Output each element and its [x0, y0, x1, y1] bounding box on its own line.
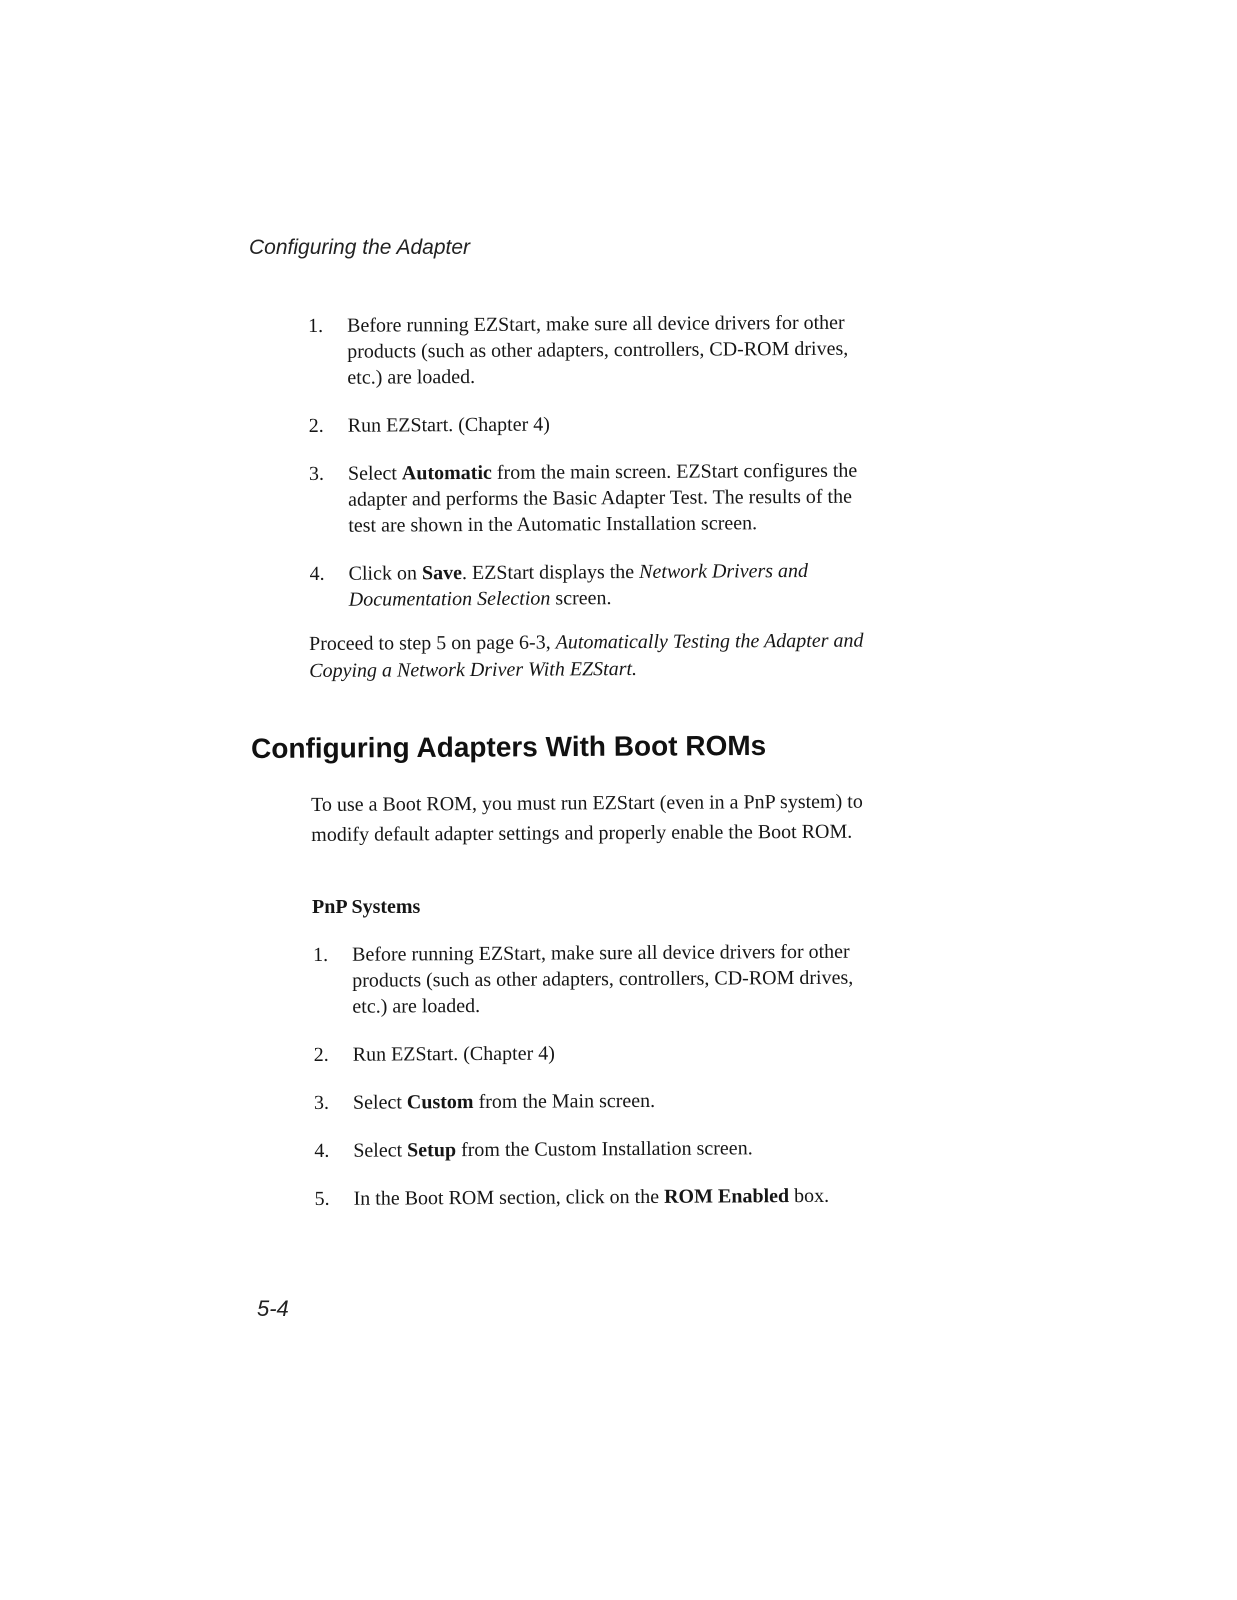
running-head: Configuring the Adapter [249, 236, 471, 259]
step-number: 1. [313, 943, 329, 966]
step-number: 2. [313, 1043, 329, 1066]
list-item [310, 558, 870, 613]
step-number: 3. [313, 1091, 330, 1114]
step-text: Run EZStart. (Chapter 4) [347, 413, 550, 437]
list-item [314, 1135, 874, 1164]
list-item [309, 410, 869, 439]
step-text: from the Main screen. [473, 1089, 656, 1114]
step-text: In the Boot ROM section, click on the [353, 1185, 665, 1210]
proceed-paragraph [309, 628, 869, 685]
step-text: Select [347, 462, 402, 485]
intro-paragraph: To use a Boot ROM, you must run EZStart (even in a PnP system) to modify default adapter settings and properly enable the Boot ROM. [311, 790, 863, 846]
auto-install-steps [308, 310, 870, 635]
step-number: 2. [308, 414, 324, 437]
step-text: from the main screen. EZStart configures the adapter and performs the Basic Adapter Test. The results of the test are shown in the Automatic Installation screen. [348, 459, 858, 537]
step-emphasis: Custom [406, 1091, 474, 1114]
section-heading: Configuring Adapters With Boot ROMs [251, 729, 767, 764]
step-number: 1. [308, 314, 324, 337]
step-emphasis: Save [421, 562, 463, 585]
step-number: 3. [308, 462, 325, 485]
step-text: box. [789, 1184, 830, 1208]
pnp-steps [313, 939, 875, 1234]
step-text: . EZStart displays the [461, 560, 640, 585]
step-text: from the Custom Installation screen. [455, 1137, 753, 1162]
step-text: Run EZStart. (Chapter 4) [352, 1042, 555, 1066]
list-item [308, 310, 868, 391]
list-item [313, 939, 873, 1020]
step-text: Click on [348, 562, 423, 585]
step-text: screen. [550, 587, 612, 610]
list-item [314, 1183, 874, 1212]
proceed-text: Proceed to step 5 on page 6-3, [309, 631, 556, 655]
list-item [314, 1087, 874, 1116]
list-item [309, 458, 869, 539]
page-number: 5-4 [257, 1296, 289, 1321]
subheading: PnP Systems [312, 896, 421, 918]
list-item [314, 1039, 874, 1068]
cross-reference: Automatically Testing the Adapter and Copying a Network Driver With EZStart. [309, 629, 864, 682]
step-text: Before running EZStart, make sure all device drivers for other products (such as other adapters, controllers, CD-ROM drives, etc.) are loaded. [352, 940, 854, 1018]
step-emphasis: Automatic [401, 461, 492, 485]
screen-name: Network Drivers and Documentation Selection [348, 559, 809, 611]
step-number: 5. [314, 1187, 330, 1210]
step-text: Select [352, 1091, 407, 1114]
step-emphasis: Setup [407, 1139, 457, 1162]
step-text: Before running EZStart, make sure all device drivers for other products (such as other adapters, controllers, CD-ROM drives, etc.) are loaded. [347, 311, 849, 389]
step-number: 4. [314, 1139, 330, 1162]
step-emphasis: ROM Enabled [664, 1185, 790, 1208]
step-number: 4. [309, 562, 325, 585]
step-text: Select [353, 1139, 408, 1162]
